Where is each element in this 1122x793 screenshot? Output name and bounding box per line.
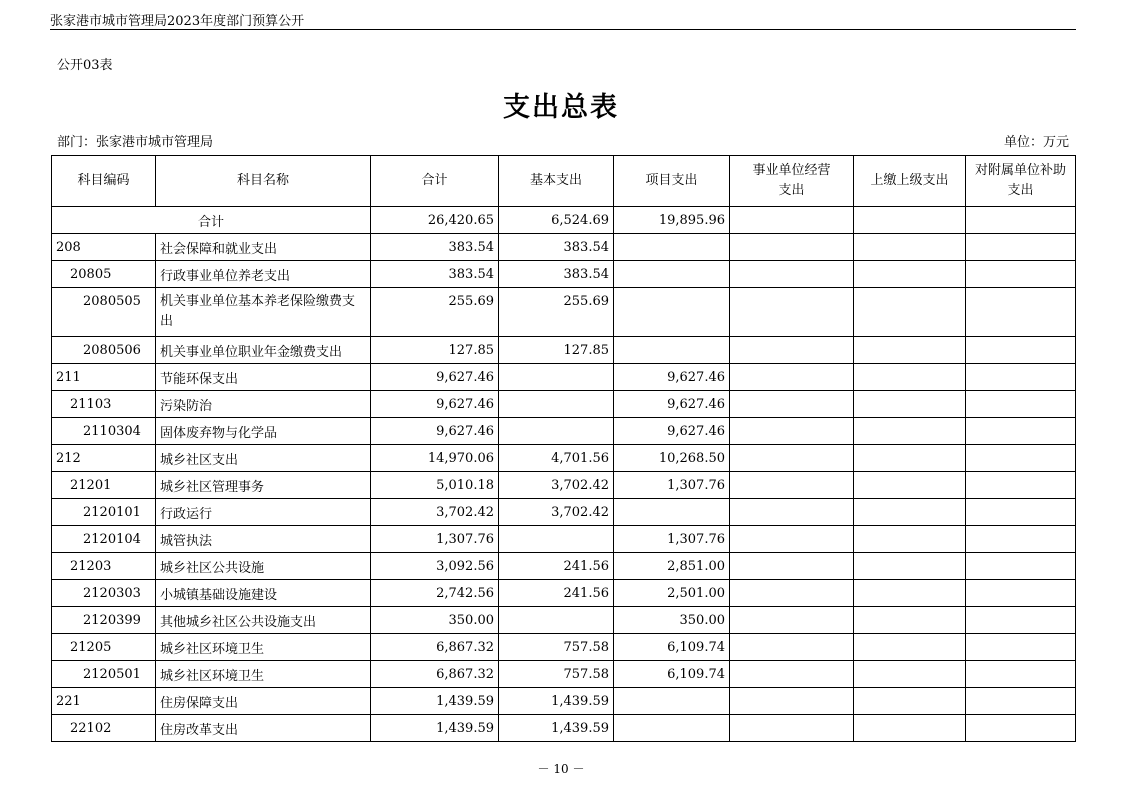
row-total: 383.54: [371, 261, 499, 288]
page-title: 支出总表: [503, 92, 619, 123]
row-project: 350.00: [614, 607, 730, 634]
row-project: [614, 499, 730, 526]
row-total: 3,702.42: [371, 499, 499, 526]
table-row: [52, 715, 1076, 742]
col-header-basic: 基本支出: [499, 156, 614, 207]
row-business: [730, 337, 854, 364]
row-remit: [854, 688, 966, 715]
row-project: [614, 337, 730, 364]
row-remit: [854, 634, 966, 661]
table-row: [52, 418, 1076, 445]
row-basic: [499, 607, 614, 634]
row-remit: [854, 499, 966, 526]
row-name: 社会保障和就业支出: [156, 234, 371, 261]
col-header-total: 合计: [371, 156, 499, 207]
row-subsidy: [966, 472, 1076, 499]
row-name: 城乡社区环境卫生: [156, 661, 371, 688]
row-total: 9,627.46: [371, 364, 499, 391]
row-total: 9,627.46: [371, 391, 499, 418]
row-name: 固体废弃物与化学品: [156, 418, 371, 445]
department-label: 部门：张家港市城市管理局: [57, 135, 214, 150]
row-remit: [854, 580, 966, 607]
row-code: 208: [52, 234, 156, 261]
col-header-business: 事业单位经营支出: [730, 156, 854, 207]
row-business: [730, 526, 854, 553]
row-basic: 241.56: [499, 553, 614, 580]
table-row: [52, 553, 1076, 580]
table-row: [52, 688, 1076, 715]
row-subsidy: [966, 337, 1076, 364]
table-number: 公开03表: [57, 58, 113, 73]
row-code: 21201: [52, 472, 156, 499]
row-code: 2120101: [52, 499, 156, 526]
row-total: 9,627.46: [371, 418, 499, 445]
page-number: － 10 －: [537, 762, 585, 776]
row-remit: [854, 445, 966, 472]
total-project: 19,895.96: [614, 207, 730, 234]
row-basic: 383.54: [499, 261, 614, 288]
row-name: 城管执法: [156, 526, 371, 553]
row-name: 小城镇基础设施建设: [156, 580, 371, 607]
total-row: [52, 207, 1076, 234]
row-total: 350.00: [371, 607, 499, 634]
row-total: 6,867.32: [371, 634, 499, 661]
row-subsidy: [966, 364, 1076, 391]
table-row: [52, 445, 1076, 472]
row-subsidy: [966, 418, 1076, 445]
row-basic: [499, 418, 614, 445]
table-row: [52, 499, 1076, 526]
row-remit: [854, 364, 966, 391]
row-name: 住房保障支出: [156, 688, 371, 715]
row-basic: [499, 391, 614, 418]
row-name: 行政事业单位养老支出: [156, 261, 371, 288]
row-subsidy: [966, 607, 1076, 634]
row-subsidy: [966, 553, 1076, 580]
row-business: [730, 499, 854, 526]
col-header-code: 科目编码: [52, 156, 156, 207]
table-row: [52, 391, 1076, 418]
row-business: [730, 364, 854, 391]
row-basic: 4,701.56: [499, 445, 614, 472]
row-basic: 757.58: [499, 661, 614, 688]
row-remit: [854, 234, 966, 261]
row-code: 22102: [52, 715, 156, 742]
row-code: 2120104: [52, 526, 156, 553]
row-remit: [854, 472, 966, 499]
table-row: [52, 288, 1076, 337]
row-remit: [854, 337, 966, 364]
row-total: 5,010.18: [371, 472, 499, 499]
row-code: 2120399: [52, 607, 156, 634]
row-subsidy: [966, 499, 1076, 526]
row-name: 其他城乡社区公共设施支出: [156, 607, 371, 634]
expenditure-table: [51, 155, 1076, 742]
row-project: 9,627.46: [614, 391, 730, 418]
row-basic: 127.85: [499, 337, 614, 364]
row-basic: 1,439.59: [499, 715, 614, 742]
row-name: 机关事业单位基本养老保险缴费支出: [156, 288, 371, 337]
row-subsidy: [966, 634, 1076, 661]
row-project: 1,307.76: [614, 526, 730, 553]
row-name: 污染防治: [156, 391, 371, 418]
row-basic: 3,702.42: [499, 499, 614, 526]
table-row: [52, 472, 1076, 499]
row-basic: 3,702.42: [499, 472, 614, 499]
row-project: 2,501.00: [614, 580, 730, 607]
row-name: 节能环保支出: [156, 364, 371, 391]
row-remit: [854, 391, 966, 418]
row-code: 211: [52, 364, 156, 391]
table-row: [52, 261, 1076, 288]
table-row: [52, 634, 1076, 661]
total-business: [730, 207, 854, 234]
row-project: [614, 288, 730, 337]
row-code: 212: [52, 445, 156, 472]
row-project: [614, 234, 730, 261]
row-basic: 383.54: [499, 234, 614, 261]
total-subsidy: [966, 207, 1076, 234]
col-header-name: 科目名称: [156, 156, 371, 207]
row-basic: 757.58: [499, 634, 614, 661]
row-code: 21103: [52, 391, 156, 418]
row-business: [730, 661, 854, 688]
row-total: 1,307.76: [371, 526, 499, 553]
row-business: [730, 418, 854, 445]
row-code: 2120303: [52, 580, 156, 607]
row-name: 城乡社区公共设施: [156, 553, 371, 580]
row-project: [614, 715, 730, 742]
row-business: [730, 391, 854, 418]
row-remit: [854, 288, 966, 337]
row-business: [730, 445, 854, 472]
row-project: 6,109.74: [614, 661, 730, 688]
row-subsidy: [966, 580, 1076, 607]
row-code: 21205: [52, 634, 156, 661]
table-row: [52, 526, 1076, 553]
row-business: [730, 553, 854, 580]
row-remit: [854, 553, 966, 580]
row-project: 9,627.46: [614, 364, 730, 391]
row-project: [614, 261, 730, 288]
row-business: [730, 580, 854, 607]
row-total: 255.69: [371, 288, 499, 337]
row-business: [730, 288, 854, 337]
row-basic: 241.56: [499, 580, 614, 607]
row-remit: [854, 526, 966, 553]
row-business: [730, 715, 854, 742]
col-header-remit: 上缴上级支出: [854, 156, 966, 207]
row-name: 城乡社区支出: [156, 445, 371, 472]
row-basic: 255.69: [499, 288, 614, 337]
row-project: 6,109.74: [614, 634, 730, 661]
row-name: 住房改革支出: [156, 715, 371, 742]
row-basic: 1,439.59: [499, 688, 614, 715]
row-business: [730, 261, 854, 288]
total-amount: 26,420.65: [371, 207, 499, 234]
table-row: [52, 364, 1076, 391]
row-total: 6,867.32: [371, 661, 499, 688]
row-code: 21203: [52, 553, 156, 580]
header-divider: [50, 29, 1076, 30]
row-total: 2,742.56: [371, 580, 499, 607]
row-subsidy: [966, 715, 1076, 742]
row-code: 2120501: [52, 661, 156, 688]
row-name: 城乡社区环境卫生: [156, 634, 371, 661]
table-row: [52, 234, 1076, 261]
unit-label: 单位：万元: [1003, 135, 1069, 150]
row-subsidy: [966, 234, 1076, 261]
row-basic: [499, 526, 614, 553]
row-code: 20805: [52, 261, 156, 288]
row-code: 2080505: [52, 288, 156, 337]
row-name: 机关事业单位职业年金缴费支出: [156, 337, 371, 364]
document-header: 张家港市城市管理局2023年度部门预算公开: [50, 14, 305, 29]
row-total: 383.54: [371, 234, 499, 261]
row-code: 2080506: [52, 337, 156, 364]
row-business: [730, 472, 854, 499]
col-header-subsidy: 对附属单位补助支出: [966, 156, 1076, 207]
row-name: 城乡社区管理事务: [156, 472, 371, 499]
row-remit: [854, 261, 966, 288]
total-basic: 6,524.69: [499, 207, 614, 234]
row-project: 2,851.00: [614, 553, 730, 580]
row-subsidy: [966, 688, 1076, 715]
total-remit: [854, 207, 966, 234]
row-total: 127.85: [371, 337, 499, 364]
row-project: 1,307.76: [614, 472, 730, 499]
row-subsidy: [966, 526, 1076, 553]
table-row: [52, 607, 1076, 634]
row-remit: [854, 607, 966, 634]
row-total: 3,092.56: [371, 553, 499, 580]
row-remit: [854, 661, 966, 688]
row-business: [730, 234, 854, 261]
row-subsidy: [966, 261, 1076, 288]
row-code: 221: [52, 688, 156, 715]
row-business: [730, 634, 854, 661]
table-row: [52, 337, 1076, 364]
row-code: 2110304: [52, 418, 156, 445]
row-project: 10,268.50: [614, 445, 730, 472]
row-business: [730, 607, 854, 634]
table-row: [52, 661, 1076, 688]
row-project: [614, 688, 730, 715]
row-business: [730, 688, 854, 715]
row-subsidy: [966, 445, 1076, 472]
row-subsidy: [966, 391, 1076, 418]
row-name: 行政运行: [156, 499, 371, 526]
row-project: 9,627.46: [614, 418, 730, 445]
table-row: [52, 580, 1076, 607]
row-subsidy: [966, 288, 1076, 337]
col-header-project: 项目支出: [614, 156, 730, 207]
row-remit: [854, 418, 966, 445]
table-header-row: [52, 156, 1076, 207]
row-total: 1,439.59: [371, 715, 499, 742]
row-total: 1,439.59: [371, 688, 499, 715]
row-total: 14,970.06: [371, 445, 499, 472]
row-subsidy: [966, 661, 1076, 688]
row-remit: [854, 715, 966, 742]
total-label: 合计: [52, 207, 371, 234]
row-basic: [499, 364, 614, 391]
